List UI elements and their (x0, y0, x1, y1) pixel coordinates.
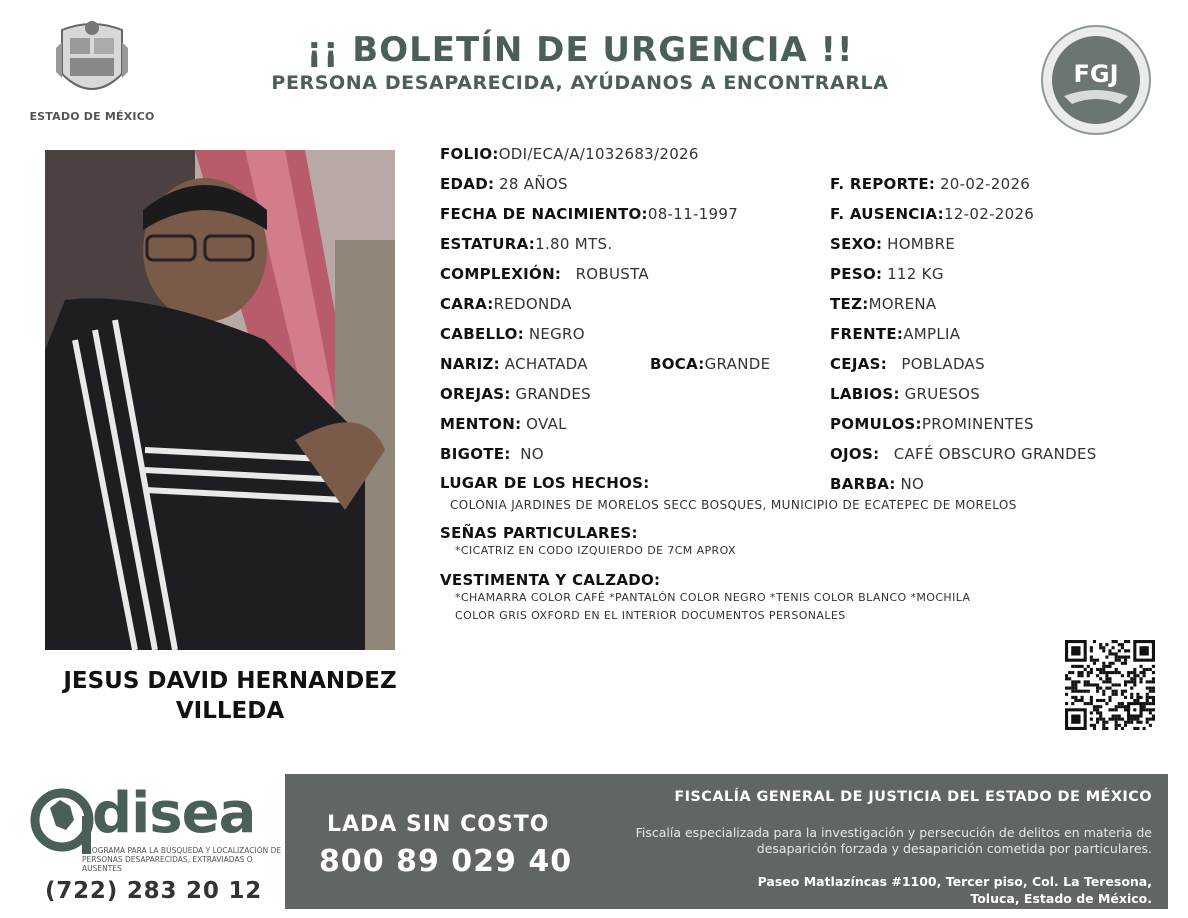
field-cabello: CABELLO: NEGRO (440, 325, 585, 343)
lugar-label: LUGAR DE LOS HECHOS: (440, 474, 650, 492)
lugar-value: COLONIA JARDINES DE MORELOS SECC BOSQUES, MUNICIPIO DE ECATEPEC DE MORELOS (450, 498, 1017, 512)
field-labios: LABIOS: GRUESOS (830, 385, 981, 403)
odisea-wordmark: disea (92, 781, 256, 846)
field-edad: EDAD: 28 AÑOS (440, 175, 568, 193)
field-menton: MENTON: OVAL (440, 415, 567, 433)
field-complexion: COMPLEXIÓN: ROBUSTA (440, 265, 649, 283)
vestimenta-label: VESTIMENTA Y CALZADO: (440, 571, 661, 589)
field-bigote: BIGOTE: NO (440, 445, 544, 463)
field-cejas: CEJAS: POBLADAS (830, 355, 985, 373)
fgj-acronym: FGJ (1073, 60, 1119, 88)
state-name: ESTADO DE MÉXICO (29, 110, 155, 123)
person-name (20, 666, 440, 726)
fgj-name: FISCALÍA GENERAL DE JUSTICIA DEL ESTADO DE MÉXICO (674, 789, 1152, 805)
person-name-line1: JESUS DAVID HERNANDEZ (63, 668, 397, 694)
vestimenta-line2: COLOR GRIS OXFORD EN EL INTERIOR DOCUMENTOS PERSONALES (455, 609, 846, 622)
fgj-address (682, 873, 1152, 907)
field-barba: BARBA: NO (830, 475, 925, 493)
odisea-phone[interactable]: (722) 283 20 12 (45, 878, 263, 904)
field-pomulos: POMULOS:PROMINENTES (830, 415, 1034, 433)
fgj-seal-icon (1040, 24, 1152, 136)
fgj-description: Fiscalía especializada para la investigación y persecución de delitos en materia de desaparición forzada y desaparición cometida por particulares. (635, 825, 1152, 856)
field-f-reporte: F. REPORTE: 20-02-2026 (830, 175, 1031, 193)
field-folio: FOLIO:ODI/ECA/A/1032683/2026 (440, 145, 699, 163)
senas-value: *CICATRIZ EN CODO IZQUIERDO DE 7CM APROX (455, 544, 736, 557)
odisea-logo (30, 782, 280, 907)
bulletin-subtitle: PERSONA DESAPARECIDA, AYÚDANOS A ENCONTRARLA (271, 72, 889, 94)
coat-of-arms-icon (52, 18, 132, 104)
address-line2: Toluca, Estado de México. (970, 891, 1152, 906)
toll-free-number[interactable]: 800 89 029 40 (319, 844, 573, 879)
field-f-ausencia: F. AUSENCIA:12-02-2026 (830, 205, 1035, 223)
field-boca: BOCA:GRANDE (650, 355, 771, 373)
field-ojos: OJOS: CAFÉ OBSCURO GRANDES (830, 445, 1097, 463)
odisea-description: PROGRAMA PARA LA BÚSQUEDA Y LOCALIZACIÓN DE PERSONAS DESAPARECIDAS, EXTRAVIADAS O AUSENTES (82, 846, 282, 873)
field-fecha-nacimiento: FECHA DE NACIMIENTO:08-11-1997 (440, 205, 739, 223)
field-estatura: ESTATURA:1.80 MTS. (440, 235, 613, 253)
qr-code-icon[interactable] (1065, 640, 1155, 730)
field-peso: PESO: 112 KG (830, 265, 944, 283)
field-sexo: SEXO: HOMBRE (830, 235, 956, 253)
footer-contact-band (285, 774, 1168, 909)
state-coat-of-arms (22, 18, 162, 130)
missing-person-photo (45, 150, 395, 650)
person-name-line2: VILLEDA (175, 698, 285, 724)
vestimenta-line1: *CHAMARRA COLOR CAFÉ *PANTALÓN COLOR NEGRO *TENIS COLOR BLANCO *MOCHILA (455, 591, 971, 604)
field-nariz: NARIZ: ACHATADA (440, 355, 588, 373)
field-tez: TEZ:MORENA (830, 295, 937, 313)
field-cara: CARA:REDONDA (440, 295, 572, 313)
field-orejas: OREJAS: GRANDES (440, 385, 591, 403)
toll-free-label: LADA SIN COSTO (327, 812, 550, 837)
address-line1: Paseo Matlazíncas #1100, Tercer piso, Col. La Teresona, (757, 874, 1152, 889)
field-frente: FRENTE:AMPLIA (830, 325, 961, 343)
title-block (200, 30, 960, 94)
senas-label: SEÑAS PARTICULARES: (440, 524, 638, 542)
bulletin-title: ¡¡ BOLETÍN DE URGENCIA !! (306, 30, 854, 70)
